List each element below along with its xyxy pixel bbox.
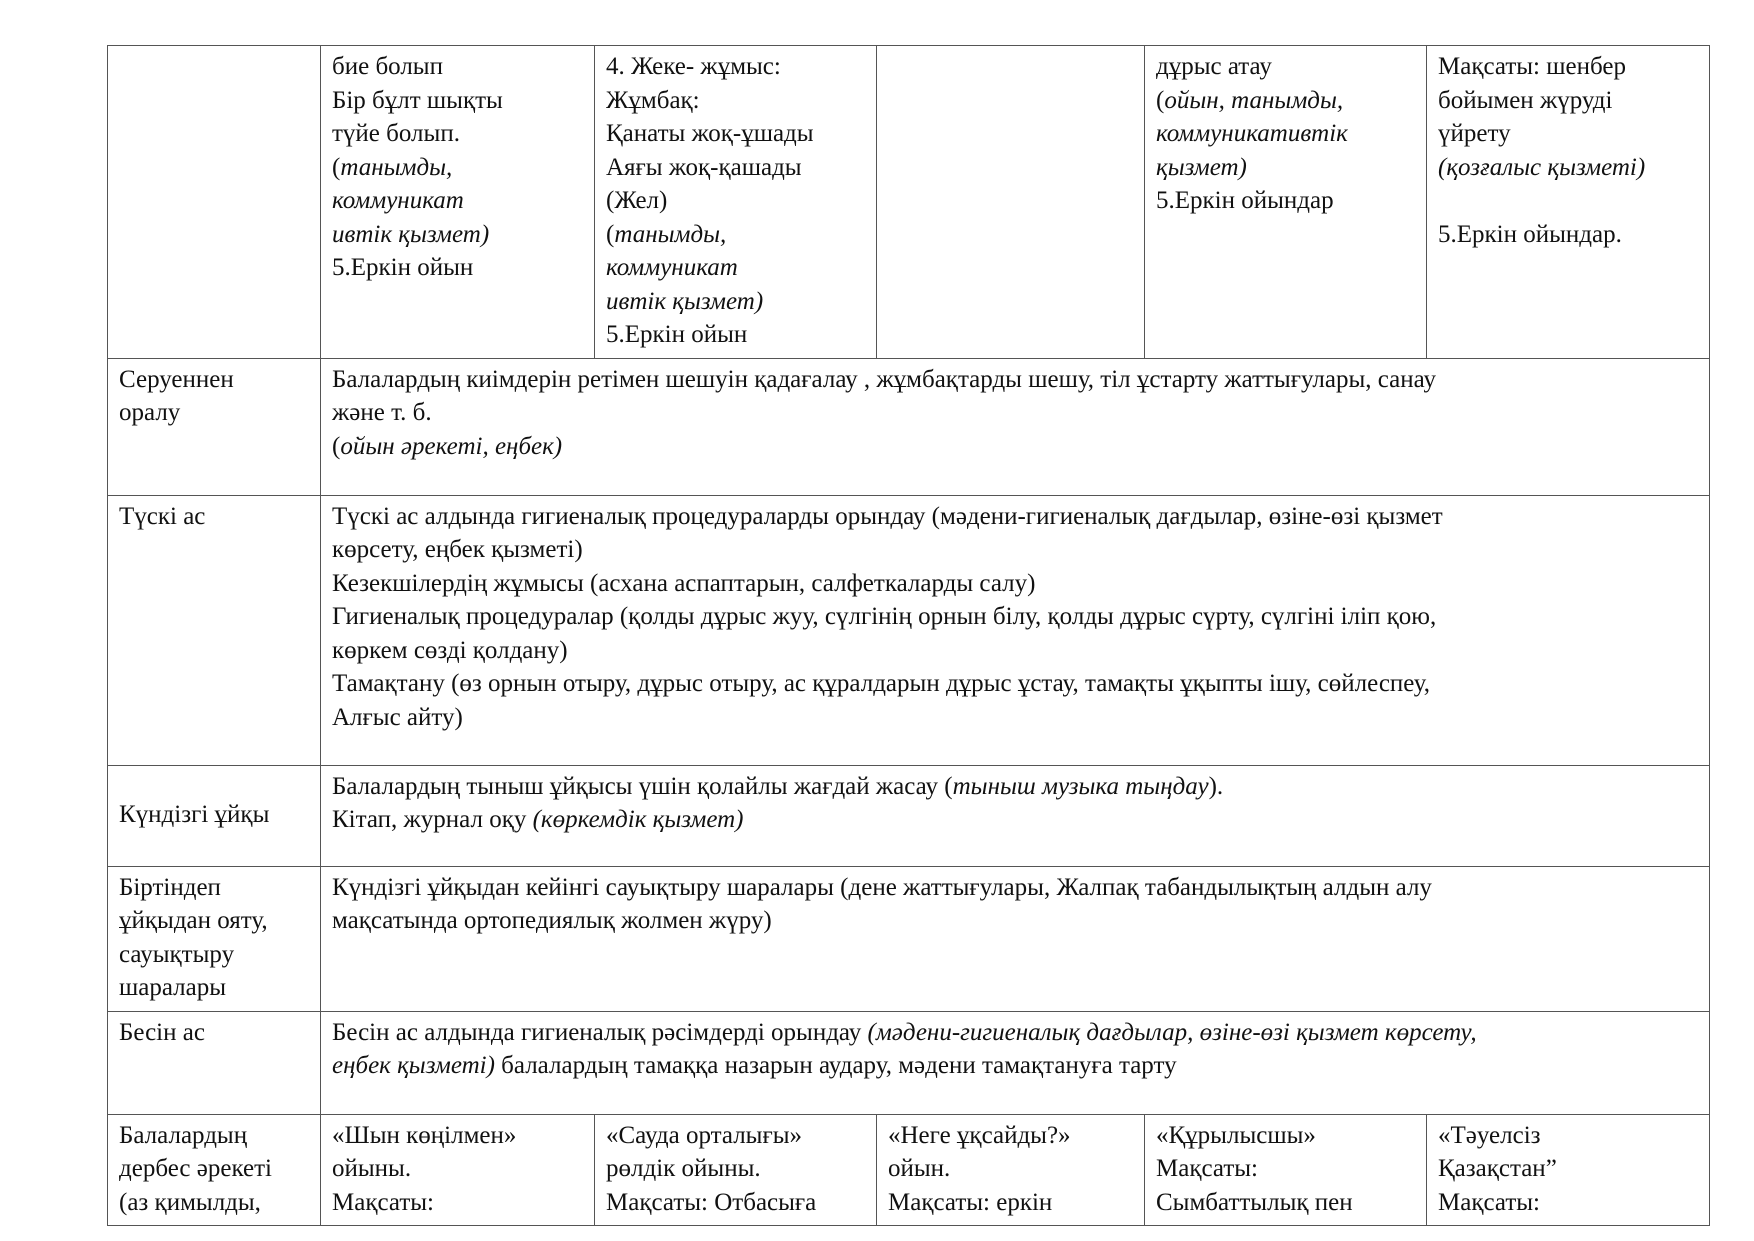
text-line <box>1438 184 1699 218</box>
text-line <box>332 770 1699 804</box>
text-line: 5.Еркін ойындар <box>1156 187 1334 214</box>
text-line: Қанаты жоқ-ұшады <box>606 120 814 147</box>
text-run: тыныш музыка тыңдау <box>952 772 1209 800</box>
table-cell <box>1145 1114 1427 1226</box>
text-line: көрсету, еңбек қызметі) <box>332 536 583 563</box>
row-label <box>108 866 321 1011</box>
text-run: Балалардың тыныш ұйқысы үшін қолайлы жағдай жасау ( <box>332 772 953 800</box>
text-run: балалардың тамаққа назарын аудару, мәдени тамақтануға тарту <box>494 1052 1177 1079</box>
text-line: түйе болып. <box>332 120 460 147</box>
text-line <box>1156 84 1416 118</box>
text-run: ( <box>332 153 341 181</box>
text-line <box>332 1016 1699 1050</box>
text-line: Кезекшілердің жұмысы (асхана аспаптарын, салфеткаларды салу) <box>332 569 1036 597</box>
text-line <box>606 218 866 252</box>
text-line: Балалардың <box>119 1121 248 1149</box>
table-cell <box>1427 46 1710 359</box>
text-line: (аз қимылды, <box>119 1188 261 1216</box>
text-line: «Тәуелсіз <box>1438 1121 1541 1149</box>
text-line: Серуеннен <box>119 365 234 393</box>
text-line: «Құрылысшы» <box>1156 1121 1316 1149</box>
text-line: «Неге ұқсайды?» <box>888 1121 1071 1149</box>
table-row <box>108 1011 1710 1114</box>
text-line: Алғыс айту) <box>332 703 463 731</box>
text-line: «Шын көңілмен» <box>332 1121 517 1149</box>
table-cell <box>321 358 1710 495</box>
text-line: дұрыс атау <box>1156 53 1272 80</box>
text-line: Тамақтану (өз орнын отыру, дұрыс отыру, ас құралдарын дұрыс ұстау, тамақты ұқыпты ішу, сөйлеспеу, <box>332 670 1431 697</box>
text-run: ). <box>1208 772 1224 800</box>
table-cell <box>321 46 595 359</box>
table-cell <box>321 1011 1710 1114</box>
text-run: танымды, <box>614 220 727 248</box>
text-line: Мақсаты: <box>1438 1188 1540 1216</box>
text-line: Жұмбақ: <box>606 86 700 114</box>
table-row <box>108 495 1710 765</box>
text-line: Біртіндеп <box>119 873 221 901</box>
table-cell <box>595 46 877 359</box>
text-run: ойын әрекеті, еңбек) <box>340 432 563 460</box>
text-line: Күндізгі ұйқыдан кейінгі сауықтыру шаралары (дене жаттығулары, Жалпақ табандылықтың алдын алу <box>332 873 1432 901</box>
row-label <box>108 1114 321 1226</box>
table-cell <box>321 866 1710 1011</box>
text-line: бойымен жүруді <box>1438 86 1613 114</box>
text-line: ұйқыдан ояту, <box>119 907 268 934</box>
text-line: Мақсаты: <box>332 1188 434 1216</box>
row-label <box>108 495 321 765</box>
table-row <box>108 866 1710 1011</box>
text-line: «Сауда орталығы» <box>606 1121 803 1149</box>
text-run: Бесін ас алдында гигиеналық рәсімдерді орындау <box>332 1018 868 1046</box>
text-run: Кітап, журнал оқу <box>332 806 533 833</box>
text-line <box>332 151 584 185</box>
table-cell <box>595 1114 877 1226</box>
text-line: 5.Еркін ойын <box>606 321 748 348</box>
text-run: ( <box>1156 86 1165 114</box>
text-line: коммуникативтік <box>1156 120 1348 147</box>
text-line: Сымбаттылық пен <box>1156 1188 1353 1216</box>
text-line: оралу <box>119 399 181 426</box>
table-cell <box>877 1114 1145 1226</box>
text-line: шаралары <box>119 974 227 1001</box>
text-line: ивтік қызмет) <box>332 220 490 248</box>
row-label <box>108 358 321 495</box>
text-line <box>332 803 1699 837</box>
table-row <box>108 765 1710 866</box>
text-line: коммуникат <box>332 187 464 214</box>
text-run: ( <box>332 432 341 460</box>
text-line: қызмет) <box>1156 153 1247 181</box>
table-cell <box>321 765 1710 866</box>
text-line: Балалардың киімдерін ретімен шешуін қадағалау , жұмбақтарды шешу, тіл ұстарту жаттығулары, санау <box>332 365 1436 393</box>
text-line: және т. б. <box>332 399 432 426</box>
text-line: (қозғалыс қызметі) <box>1438 153 1646 181</box>
text-run: еңбек қызметі) <box>332 1052 495 1079</box>
text-line: 5.Еркін ойын <box>332 254 474 281</box>
text-line: (Жел) <box>606 187 668 214</box>
table-row <box>108 1114 1710 1226</box>
text-line: Мақсаты: еркін <box>888 1188 1053 1216</box>
text-run: танымды, <box>340 153 453 181</box>
text-line: Бір бұлт шықты <box>332 86 503 114</box>
text-line: ойыны. <box>332 1155 412 1182</box>
text-line: үйрету <box>1438 120 1511 147</box>
text-run: ойын, танымды, <box>1164 86 1344 114</box>
text-line: Аяғы жоқ-қашады <box>606 153 802 181</box>
text-run: ( <box>606 220 615 248</box>
table-cell <box>321 495 1710 765</box>
table-row <box>108 46 1710 359</box>
text-line: Мақсаты: <box>1156 1155 1258 1182</box>
text-line: Түскі ас алдында гигиеналық процедураларды орындау (мәдени-гигиеналық дағдылар, өзіне-өзі қызмет <box>332 502 1443 530</box>
row-label <box>108 765 321 866</box>
schedule-table <box>107 45 1710 1226</box>
text-line: ивтік қызмет) <box>606 287 764 315</box>
text-line: сауықтыру <box>119 940 235 968</box>
text-line: Қазақстан” <box>1438 1155 1557 1182</box>
table-cell <box>1427 1114 1710 1226</box>
text-line: дербес әрекеті <box>119 1155 272 1182</box>
table-cell <box>108 46 321 359</box>
text-line: Күндізгі ұйқы <box>119 800 270 828</box>
text-line: коммуникат <box>606 254 738 281</box>
text-line <box>332 430 1699 464</box>
text-line: рөлдік ойыны. <box>606 1155 761 1182</box>
row-label <box>108 1011 321 1114</box>
text-line: мақсатында ортопедиялық жолмен жүру) <box>332 907 772 934</box>
text-line: бие болып <box>332 53 443 80</box>
text-line <box>332 1049 1699 1083</box>
text-line: Гигиеналық процедуралар (қолды дұрыс жуу, сүлгінің орнын білу, қолды дұрыс сүрту, сүлгіні іліп қою, <box>332 603 1437 630</box>
text-run: (көркемдік қызмет) <box>532 806 744 833</box>
table-cell <box>321 1114 595 1226</box>
text-line: Мақсаты: Отбасыға <box>606 1188 817 1216</box>
text-line: көркем сөзді қолдану) <box>332 636 568 664</box>
text-run: (мәдени-гигиеналық дағдылар, өзіне-өзі қызмет көрсету, <box>867 1018 1477 1046</box>
text-line: Бесін ас <box>119 1018 205 1046</box>
text-line: 5.Еркін ойындар. <box>1438 220 1622 248</box>
text-line: Мақсаты: шенбер <box>1438 53 1626 80</box>
text-line: Түскі ас <box>119 502 206 530</box>
table-row <box>108 358 1710 495</box>
text-line: ойын. <box>888 1155 951 1182</box>
text-line: 4. Жеке- жұмыс: <box>606 53 781 80</box>
table-cell <box>877 46 1145 359</box>
table-cell <box>1145 46 1427 359</box>
